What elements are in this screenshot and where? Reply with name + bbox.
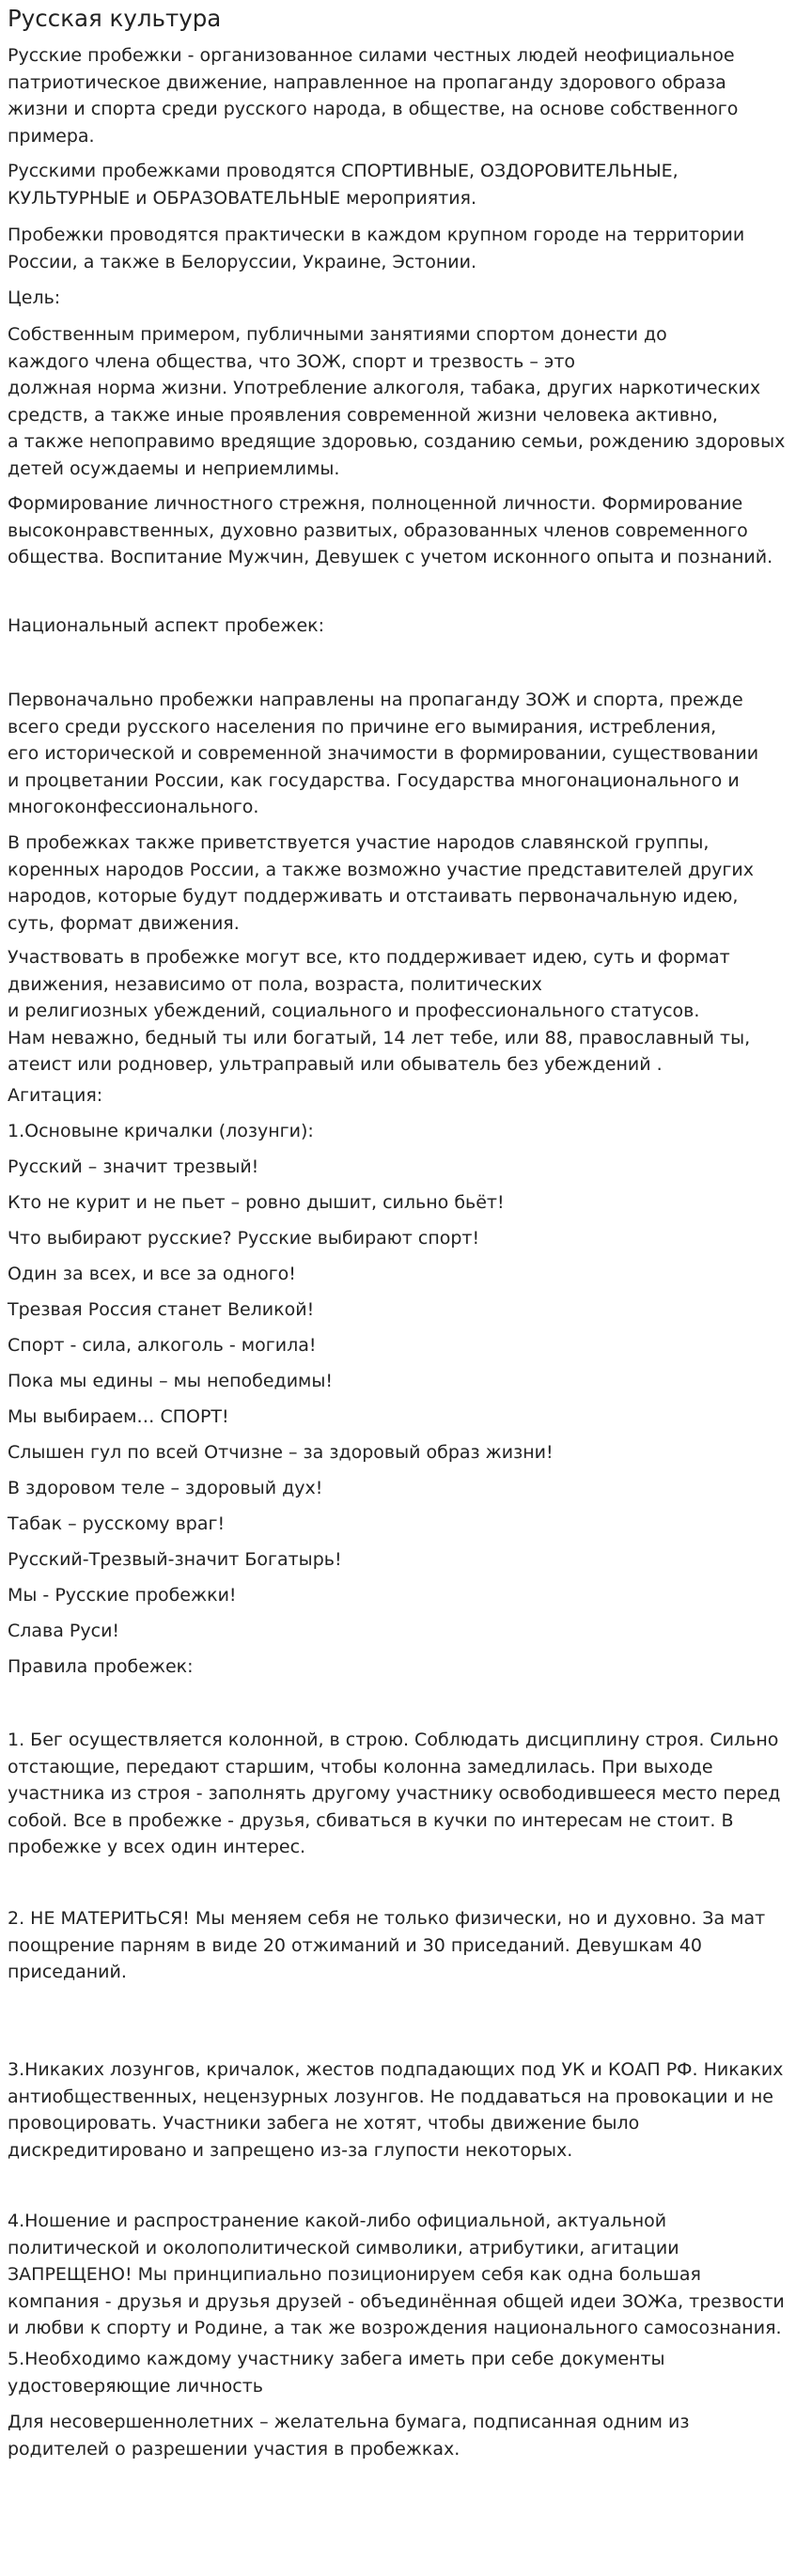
- paragraph-line: В здоровом теле – здоровый дух!: [8, 1478, 323, 1498]
- paragraph-line: суть, формат движения.: [8, 912, 240, 934]
- paragraph-line: собой. Все в пробежке - друзья, сбиваться в кучки по интересам не стоит. В: [8, 1809, 734, 1831]
- paragraph-line: Русский-Трезвый-значит Богатырь!: [8, 1549, 342, 1570]
- paragraph-line: каждого члена общества, что ЗОЖ, спорт и трезвость – это: [8, 350, 576, 372]
- paragraph-line: Собственным примером, публичными занятиями спортом донести до: [8, 324, 667, 345]
- paragraph: [8, 944, 789, 1079]
- paragraph-line: удостоверяющие личность: [8, 2375, 263, 2397]
- paragraph-line: и религиозных убеждений, социального и профессионального статусов.: [8, 1001, 700, 1021]
- paragraph: [8, 2056, 789, 2164]
- paragraph-line: общества. Воспитание Мужчин, Девушек с учетом исконного опыта и познаний.: [8, 547, 773, 567]
- paragraph: [8, 1225, 789, 1252]
- paragraph: [8, 1439, 789, 1466]
- paragraph-line: 3.Никаких лозунгов, кричалок, жестов подпадающих под УК и КОАП РФ. Никаких: [8, 2059, 784, 2080]
- paragraph-line: ЗАПРЕЩЕНО! Мы принципиально позиционируем себя как одна большая: [8, 2264, 701, 2285]
- paragraph: [8, 1368, 789, 1395]
- paragraph: [8, 830, 789, 937]
- paragraph: [8, 2346, 789, 2399]
- paragraph-line: 1.Основыне кричалки (лозунги):: [8, 1121, 314, 1141]
- paragraph-line: Первоначально пробежки направлены на пропаганду ЗОЖ и спорта, прежде: [8, 690, 743, 710]
- paragraph-line: Слышен гул по всей Отчизне – за здоровый образ жизни!: [8, 1442, 554, 1463]
- paragraph: [8, 1082, 789, 1110]
- paragraph-line: участника из строя - заполнять другому участнику освободившееся место перед: [8, 1783, 781, 1804]
- paragraph-line: Правила пробежек:: [8, 1656, 194, 1677]
- paragraph-line: Один за всех, и все за одного!: [8, 1264, 296, 1284]
- paragraph-line: высоконравственных, духовно развитых, образованных членов современного: [8, 520, 748, 541]
- paragraph: [8, 42, 789, 149]
- paragraph-line: Спорт - сила, алкоголь - могила!: [8, 1335, 317, 1356]
- paragraph: [8, 1475, 789, 1502]
- paragraph-line: поощрение парням в виде 20 отжиманий и 30 приседаний. Девушкам 40: [8, 1934, 702, 1956]
- paragraph-line: Мы выбираем… СПОРТ!: [8, 1406, 229, 1427]
- paragraph-line: дискредитировано и запрещено из-за глупости некоторых.: [8, 2139, 573, 2161]
- paragraph-line: коренных народов России, а также возможно участие представителей других: [8, 859, 754, 880]
- paragraph: [8, 1653, 789, 1681]
- paragraph: [8, 1189, 789, 1217]
- paragraph-line: провоцировать. Участники забега не хотят, чтобы движение было: [8, 2113, 640, 2134]
- paragraph-line: Агитация:: [8, 1085, 103, 1106]
- paragraph-line: отстающие, передают старшим, чтобы колонна замедлилась. При выходе: [8, 1756, 713, 1777]
- paragraph-line: России, а также в Белоруссии, Украине, Эстонии.: [8, 251, 477, 272]
- paragraph: [8, 1618, 789, 1645]
- paragraph-line: народов, которые будут поддерживать и отстаивать первоначальную идею,: [8, 886, 739, 907]
- paragraph-line: Для несовершеннолетних – желательна бумага, подписанная одним из: [8, 2412, 690, 2432]
- page-title: Русская культура: [8, 5, 222, 32]
- paragraph-line: Мы - Русские пробежки!: [8, 1585, 237, 1606]
- paragraph-line: всего среди русского населения по причине его вымирания, истребления,: [8, 716, 717, 737]
- paragraph-line: а также непоправимо вредящие здоровью, созданию семьи, рождению здоровых: [8, 431, 786, 452]
- paragraph-line: средств, а также иные проявления современной жизни человека активно,: [8, 404, 718, 426]
- paragraph-line: приседаний.: [8, 1962, 127, 1982]
- paragraph-line: Нам неважно, бедный ты или богатый, 14 лет тебе, или 88, православный ты,: [8, 1027, 751, 1048]
- paragraph-line: и любви к спорту и Родине, а так же возрождения национального самосознания.: [8, 2318, 782, 2338]
- paragraph-line: Пробежки проводятся практически в каждом крупном городе на территории: [8, 225, 745, 245]
- paragraph-line: пробежке у всех один интерес.: [8, 1837, 306, 1857]
- paragraph-line: Кто не курит и не пьет – ровно дышит, сильно бьёт!: [8, 1192, 505, 1213]
- paragraph-line: его исторической и современной значимости в формировании, существовании: [8, 743, 759, 764]
- paragraph-line: политической и околополитической символики, атрибутики, агитации: [8, 2237, 679, 2258]
- paragraph: [8, 1511, 789, 1538]
- paragraph-line: 2. НЕ МАТЕРИТЬСЯ! Мы меняем себя не только физически, но и духовно. За мат: [8, 1908, 766, 1929]
- paragraph-line: и процветании России, как государства. Государства многонационального и: [8, 769, 740, 791]
- paragraph: [8, 1261, 789, 1288]
- paragraph-line: Что выбирают русские? Русские выбирают спорт!: [8, 1228, 480, 1249]
- paragraph: [8, 613, 789, 640]
- paragraph-line: должная норма жизни. Употребление алкоголя, табака, других наркотических: [8, 378, 761, 398]
- paragraph: [8, 158, 789, 211]
- paragraph: [8, 1296, 789, 1324]
- paragraph-line: жизни и спорта среди русского народа, в обществе, на основе собственного: [8, 99, 739, 119]
- paragraph-line: Русские пробежки - организованное силами честных людей неофициальное: [8, 45, 735, 66]
- paragraph-line: Цель:: [8, 287, 61, 308]
- paragraph-line: детей осуждаемы и неприемлимы.: [8, 458, 340, 479]
- paragraph-line: компания - друзья и друзья друзей - объединённая общей идеи ЗОЖа, трезвости: [8, 2290, 785, 2312]
- paragraph: [8, 321, 789, 482]
- paragraph-line: Национальный аспект пробежек:: [8, 615, 325, 636]
- paragraph-line: Русскими пробежками проводятся СПОРТИВНЫЕ, ОЗДОРОВИТЕЛЬНЫЕ,: [8, 161, 679, 181]
- paragraph: [8, 1404, 789, 1431]
- paragraph: [8, 687, 789, 821]
- paragraph-line: Формирование личностного стрежня, полноценной личности. Формирование: [8, 493, 743, 514]
- paragraph-line: КУЛЬТУРНЫЕ и ОБРАЗОВАТЕЛЬНЫЕ мероприятия.: [8, 187, 477, 209]
- paragraph: [8, 1332, 789, 1359]
- paragraph-line: примера.: [8, 125, 95, 147]
- paragraph-line: антиобщественных, нецензурных лозунгов. Не поддаваться на провокации и не: [8, 2086, 773, 2107]
- paragraph-line: 4.Ношение и распространение какой-либо официальной, актуальной: [8, 2211, 667, 2231]
- paragraph-line: патриотическое движение, направленное на пропаганду здорового образа: [8, 71, 726, 93]
- paragraph-line: родителей о разрешении участия в пробежках.: [8, 2438, 460, 2460]
- paragraph-line: Табак – русскому враг!: [8, 1513, 226, 1534]
- paragraph: [8, 285, 789, 312]
- paragraph-line: В пробежках также приветствуется участие народов славянской группы,: [8, 832, 710, 853]
- paragraph-line: движения, независимо от пола, возраста, политических: [8, 973, 542, 995]
- paragraph-line: Слава Руси!: [8, 1621, 120, 1641]
- paragraph-line: Трезвая Россия станет Великой!: [8, 1299, 315, 1320]
- paragraph: [8, 2208, 789, 2342]
- paragraph-line: атеист или родновер, ультраправый или обыватель без убеждений .: [8, 1054, 663, 1075]
- paragraph-line: Русский – значит трезвый!: [8, 1156, 259, 1177]
- paragraph-line: 1. Бег осуществляется колонной, в строю. Соблюдать дисциплину строя. Сильно: [8, 1730, 779, 1750]
- paragraph-line: Пока мы едины – мы непобедимы!: [8, 1371, 333, 1391]
- paragraph: [8, 1118, 789, 1145]
- paragraph: [8, 1727, 789, 1861]
- paragraph: [8, 1154, 789, 1181]
- paragraph: [8, 1546, 789, 1574]
- paragraph: [8, 490, 789, 571]
- paragraph: [8, 2409, 789, 2462]
- paragraph-line: Участвовать в пробежке могут все, кто поддерживает идею, суть и формат: [8, 947, 730, 968]
- paragraph: [8, 1582, 789, 1609]
- paragraph: [8, 1905, 789, 1986]
- paragraph-line: 5.Необходимо каждому участнику забега иметь при себе документы: [8, 2349, 665, 2369]
- paragraph: [8, 222, 789, 275]
- paragraph-line: многоконфессионального.: [8, 797, 259, 817]
